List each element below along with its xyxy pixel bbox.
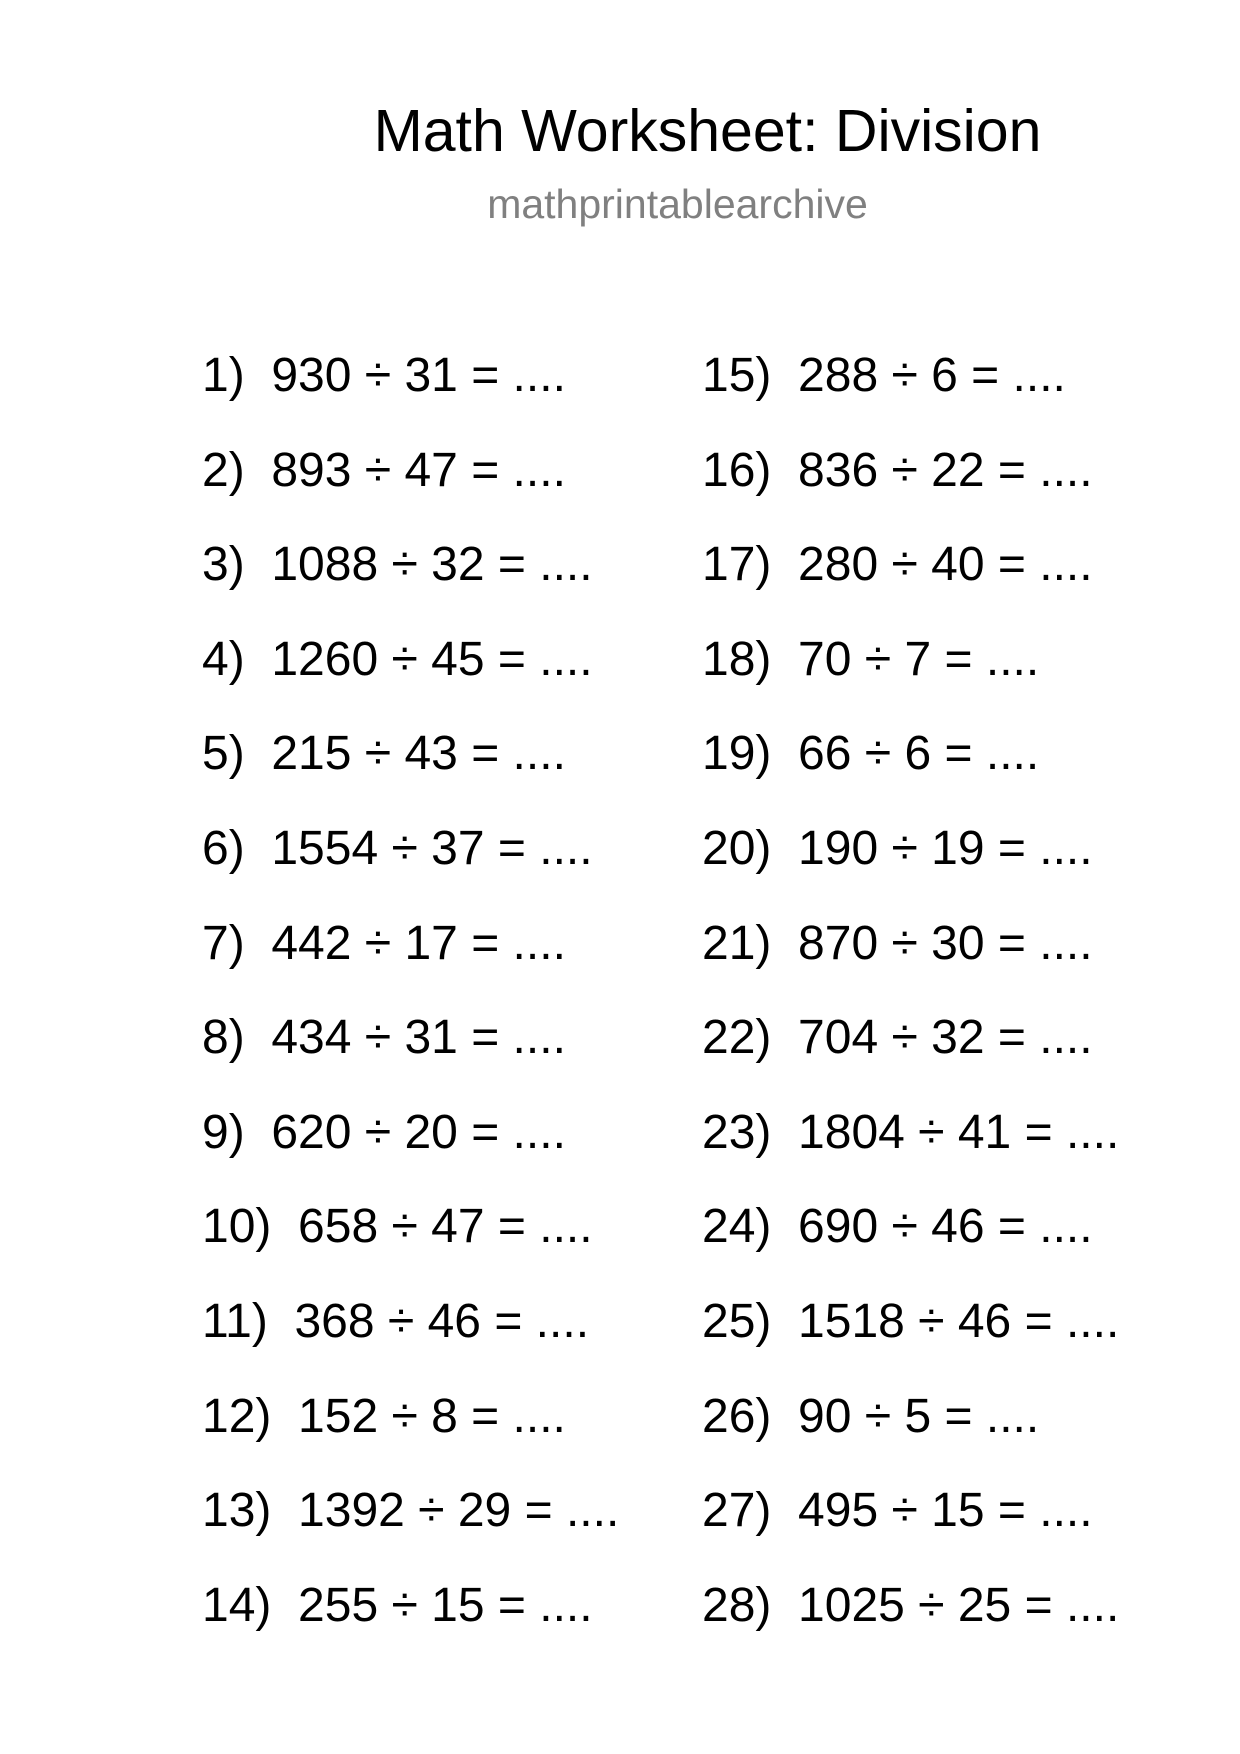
problem-expression: 70 ÷ 7 = .... [798,632,1040,686]
problem-item [202,1199,593,1255]
problem-expression: 215 ÷ 43 = .... [271,727,566,781]
problem-item [702,1578,1119,1634]
problem-number: 1) [202,349,245,402]
problem-item [202,1578,593,1634]
problem-expression: 90 ÷ 5 = .... [798,1389,1040,1443]
problem-expression: 690 ÷ 46 = .... [798,1200,1093,1254]
page-title: Math Worksheet: Division [373,98,1042,164]
problem-item [702,1389,1039,1445]
problem-item [202,1294,589,1350]
problem-expression: 495 ÷ 15 = .... [798,1484,1093,1538]
problem-expression: 620 ÷ 20 = .... [271,1105,566,1159]
problem-number: 6) [202,822,245,875]
problem-number: 8) [202,1011,245,1065]
problem-number: 14) [202,1578,272,1632]
problem-number: 22) [702,1011,772,1065]
problem-item [202,537,593,593]
problem-number: 13) [202,1484,272,1538]
problem-expression: 658 ÷ 47 = .... [298,1200,593,1254]
problem-expression: 190 ÷ 19 = .... [798,822,1093,875]
problem-number: 27) [702,1484,772,1538]
problem-item [202,443,566,499]
problem-expression: 1554 ÷ 37 = .... [271,822,593,875]
problem-expression: 368 ÷ 46 = .... [294,1295,590,1348]
problem-expression: 1804 ÷ 41 = .... [798,1105,1120,1159]
problem-number: 23) [702,1105,772,1159]
problem-item [202,1105,566,1161]
problem-number: 9) [202,1105,245,1159]
problem-expression: 442 ÷ 17 = .... [271,916,566,970]
problem-expression: 1260 ÷ 45 = .... [271,632,593,686]
problem-number: 16) [702,443,772,497]
problem-expression: 870 ÷ 30 = .... [798,916,1093,970]
problem-number: 26) [702,1389,772,1443]
problem-number: 25) [702,1295,772,1348]
problem-item [202,916,566,972]
problem-expression: 1025 ÷ 25 = .... [798,1578,1120,1632]
problem-expression: 704 ÷ 32 = .... [798,1011,1093,1065]
problem-expression: 255 ÷ 15 = .... [298,1578,593,1632]
problem-number: 7) [202,916,245,970]
problem-item [702,348,1066,404]
problem-number: 2) [202,443,245,497]
problem-item [202,632,593,688]
problem-item [702,632,1039,688]
page-subtitle: mathprintablearchive [487,181,868,227]
problem-item [702,821,1093,877]
problem-number: 12) [202,1389,272,1443]
problem-number: 24) [702,1200,772,1254]
problem-item [202,726,566,782]
problem-expression: 1518 ÷ 46 = .... [798,1295,1120,1348]
problem-item [702,1010,1093,1066]
problem-item [702,1483,1093,1539]
problem-number: 17) [702,538,772,592]
problem-number: 19) [702,727,772,781]
problem-item [702,1105,1119,1161]
problem-number: 3) [202,538,245,592]
problem-number: 18) [702,632,772,686]
problem-item [202,1483,619,1539]
problem-number: 15) [702,349,772,402]
problem-number: 4) [202,632,245,686]
problem-item [202,1389,566,1445]
problem-expression: 1392 ÷ 29 = .... [298,1484,620,1538]
problem-number: 11) [202,1295,268,1348]
problem-expression: 930 ÷ 31 = .... [271,349,566,402]
problem-item [202,348,566,404]
problem-item [702,916,1093,972]
problem-expression: 836 ÷ 22 = .... [798,443,1093,497]
problem-number: 10) [202,1200,272,1254]
problem-item [702,726,1039,782]
problem-number: 20) [702,822,772,875]
problem-expression: 152 ÷ 8 = .... [298,1389,566,1443]
problem-expression: 893 ÷ 47 = .... [271,443,566,497]
problem-expression: 66 ÷ 6 = .... [798,727,1040,781]
problem-expression: 280 ÷ 40 = .... [798,538,1093,592]
problem-expression: 288 ÷ 6 = .... [798,349,1066,402]
problem-number: 21) [702,916,772,970]
problem-item [702,537,1093,593]
problem-number: 28) [702,1578,772,1632]
problem-expression: 434 ÷ 31 = .... [271,1011,566,1065]
problem-number: 5) [202,727,245,781]
problem-item [202,1010,566,1066]
problem-item [202,821,593,877]
problem-item [702,1199,1093,1255]
problem-expression: 1088 ÷ 32 = .... [271,538,593,592]
problem-item [702,1294,1119,1350]
problem-item [702,443,1093,499]
